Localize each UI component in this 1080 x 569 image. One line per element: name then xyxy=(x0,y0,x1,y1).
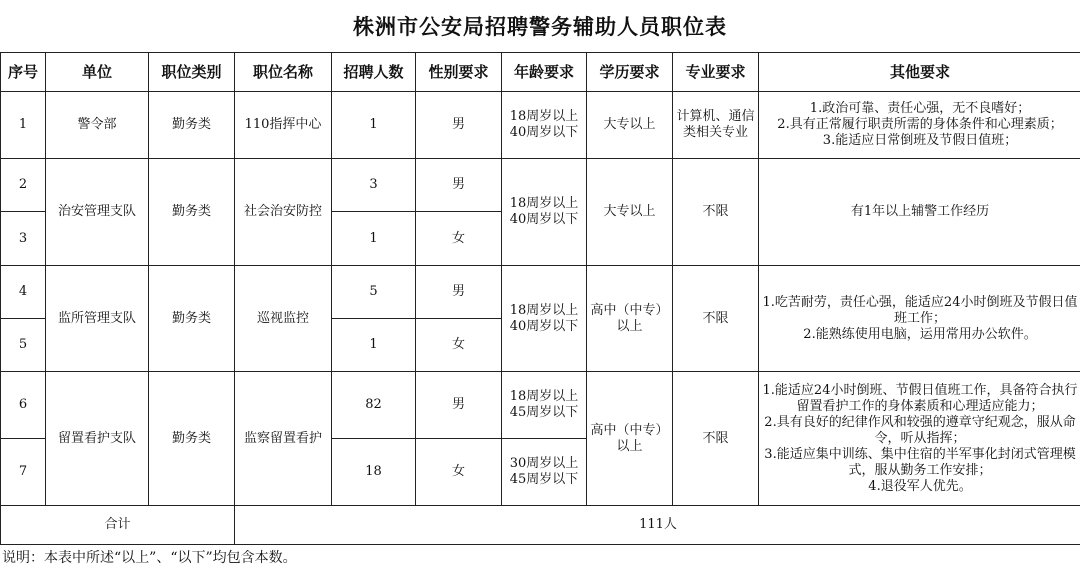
major-cell: 不限 xyxy=(673,266,759,372)
position-cell: 巡视监控 xyxy=(235,266,332,372)
positions-table xyxy=(0,52,1080,545)
table-header xyxy=(1,53,1080,92)
unit-cell: 警令部 xyxy=(46,92,149,159)
header-count: 招聘人数 xyxy=(332,53,416,92)
table-row xyxy=(1,159,1080,212)
major-cell: 不限 xyxy=(673,159,759,266)
unit-cell: 监所管理支队 xyxy=(46,266,149,372)
gender-cell: 女 xyxy=(416,319,502,372)
major-cell: 计算机、通信类相关专业 xyxy=(673,92,759,159)
count-cell: 5 xyxy=(332,266,416,319)
header-seq: 序号 xyxy=(1,53,46,92)
header-position: 职位名称 xyxy=(235,53,332,92)
gender-cell: 男 xyxy=(416,372,502,439)
unit-cell: 治安管理支队 xyxy=(46,159,149,266)
header-major: 专业要求 xyxy=(673,53,759,92)
seq-cell: 5 xyxy=(1,319,46,372)
other-cell: 1.吃苦耐劳，责任心强，能适应24小时倒班及节假日值班工作； 2.能熟练使用电脑，运用常用办公软件。 xyxy=(759,266,1080,372)
header-gender: 性别要求 xyxy=(416,53,502,92)
category-cell: 勤务类 xyxy=(149,372,235,506)
total-row xyxy=(1,506,1080,545)
category-cell: 勤务类 xyxy=(149,159,235,266)
header-unit: 单位 xyxy=(46,53,149,92)
count-cell: 1 xyxy=(332,92,416,159)
education-cell: 大专以上 xyxy=(587,159,673,266)
age-cell: 18周岁以上40周岁以下 xyxy=(502,92,587,159)
gender-cell: 男 xyxy=(416,159,502,212)
position-cell: 社会治安防控 xyxy=(235,159,332,266)
gender-cell: 女 xyxy=(416,212,502,266)
count-cell: 1 xyxy=(332,212,416,266)
total-label: 合计 xyxy=(1,506,235,545)
seq-cell: 2 xyxy=(1,159,46,212)
age-cell: 30周岁以上45周岁以下 xyxy=(502,439,587,506)
position-cell: 监察留置看护 xyxy=(235,372,332,506)
position-cell: 110指挥中心 xyxy=(235,92,332,159)
page-title: 株洲市公安局招聘警务辅助人员职位表 xyxy=(353,15,727,39)
gender-cell: 女 xyxy=(416,439,502,506)
seq-cell: 4 xyxy=(1,266,46,319)
education-cell: 高中（中专）以上 xyxy=(587,372,673,506)
age-cell: 18周岁以上45周岁以下 xyxy=(502,372,587,439)
education-cell: 高中（中专）以上 xyxy=(587,266,673,372)
major-cell: 不限 xyxy=(673,372,759,506)
age-cell: 18周岁以上40周岁以下 xyxy=(502,266,587,372)
seq-cell: 3 xyxy=(1,212,46,266)
header-education: 学历要求 xyxy=(587,53,673,92)
age-cell: 18周岁以上40周岁以下 xyxy=(502,159,587,266)
count-cell: 82 xyxy=(332,372,416,439)
gender-cell: 男 xyxy=(416,92,502,159)
seq-cell: 7 xyxy=(1,439,46,506)
gender-cell: 男 xyxy=(416,266,502,319)
seq-cell: 6 xyxy=(1,372,46,439)
count-cell: 18 xyxy=(332,439,416,506)
header-other: 其他要求 xyxy=(759,53,1080,92)
seq-cell: 1 xyxy=(1,92,46,159)
table-row xyxy=(1,266,1080,319)
total-value: 111人 xyxy=(235,506,1080,545)
category-cell: 勤务类 xyxy=(149,92,235,159)
other-cell: 1.能适应24小时倒班、节假日值班工作，具备符合执行留置看护工作的身体素质和心理适应能力； 2.具有良好的纪律作风和较强的遵章守纪观念，服从命令，听从指挥； 3.能适应集中训练、集中住宿的半军事化封闭式管理模式，服从勤务工作安排； 4.退役军人优先。 xyxy=(759,372,1080,506)
count-cell: 1 xyxy=(332,319,416,372)
table-row xyxy=(1,92,1080,159)
header-age: 年龄要求 xyxy=(502,53,587,92)
category-cell: 勤务类 xyxy=(149,266,235,372)
other-cell: 1.政治可靠、责任心强，无不良嗜好； 2.具有正常履行职责所需的身体条件和心理素质； 3.能适应日常倒班及节假日值班； xyxy=(759,92,1080,159)
footnote: 说明：本表中所述“以上”、“以下”均包含本数。 xyxy=(2,550,297,566)
other-cell: 有1年以上辅警工作经历 xyxy=(759,159,1080,266)
table-row xyxy=(1,372,1080,439)
header-category: 职位类别 xyxy=(149,53,235,92)
unit-cell: 留置看护支队 xyxy=(46,372,149,506)
education-cell: 大专以上 xyxy=(587,92,673,159)
count-cell: 3 xyxy=(332,159,416,212)
